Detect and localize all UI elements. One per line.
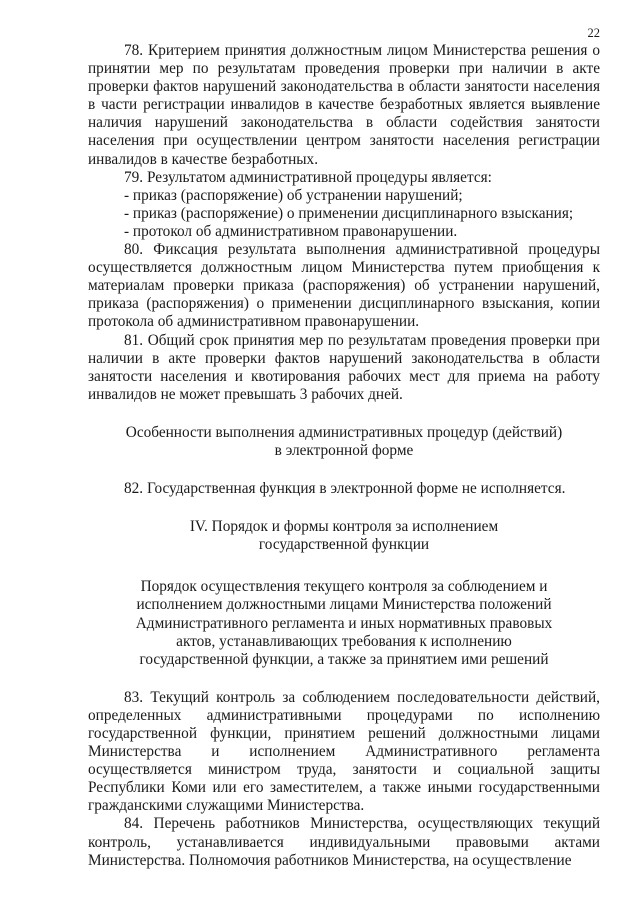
- document-body: [88, 42, 600, 870]
- paragraph-78: 78. Критерием принятия должностным лицом Министерства решения о принятии мер по результатам проведения проверки при наличии в акте проверки фактов нарушений законодательства в области занятости населения в части регистрации инвалидов в качестве безработных является выявление наличия нарушений законодательства в области содействия занятости населения при осуществлении центром занятости населения регистрации инвалидов в качестве безработных.: [88, 42, 600, 168]
- section-iv-title: IV. Порядок и формы контроля за исполнением государственной функции: [189, 518, 499, 554]
- paragraph-79: 79. Результатом административной процедуры является:: [124, 168, 492, 186]
- paragraph-84: 84. Перечень работников Министерства, осуществляющих текущий контроль, устанавливается индивидуальными правовыми актами Министерства. Полномочия работников Министерства, на осуществление: [88, 815, 600, 869]
- paragraph-83: 83. Текущий контроль за соблюдением последовательности действий, определенных административными процедурами по исполнению государственной функции, принятием решений должностными лицами Министерства и исполнением Административного регламента осуществляется министром труда, занятости и социальной защиты Республики Коми или его заместителем, а также иными государственными гражданскими служащими Министерства.: [88, 688, 600, 815]
- list-item: - приказ (распоряжение) об устранении нарушений;: [124, 186, 463, 204]
- page-number: 22: [587, 26, 600, 40]
- paragraph-81: 81. Общий срок принятия мер по результатам проведения проверки при наличии в акте проверки фактов нарушений законодательства в области занятости населения и квотирования рабочих мест для приема на работу инвалидов не может превышать 3 рабочих дней.: [88, 331, 600, 403]
- heading-current-control: Порядок осуществления текущего контроля за соблюдением и исполнением должностными лицами Министерства положений Административного регламента и иных нормативных правовых актов, устанавливающих требования к исполнению государственной функции, а также за принятием ими решений: [135, 578, 553, 668]
- heading-electronic-form: Особенности выполнения административных процедур (действий) в электронной форме: [125, 423, 563, 459]
- paragraph-82: 82. Государственная функция в электронной форме не исполняется.: [124, 480, 566, 498]
- list-item: - приказ (распоряжение) о применении дисциплинарного взыскания;: [124, 204, 574, 222]
- paragraph-80: 80. Фиксация результата выполнения административной процедуры осуществляется должностным лицом Министерства путем приобщения к материалам проверки приказа (распоряжения) об устранении нарушений, приказа (распоряжения) о применении дисциплинарного взыскания, копии протокола об административном правонарушении.: [88, 241, 600, 331]
- list-item: - протокол об административном правонарушении.: [124, 222, 458, 240]
